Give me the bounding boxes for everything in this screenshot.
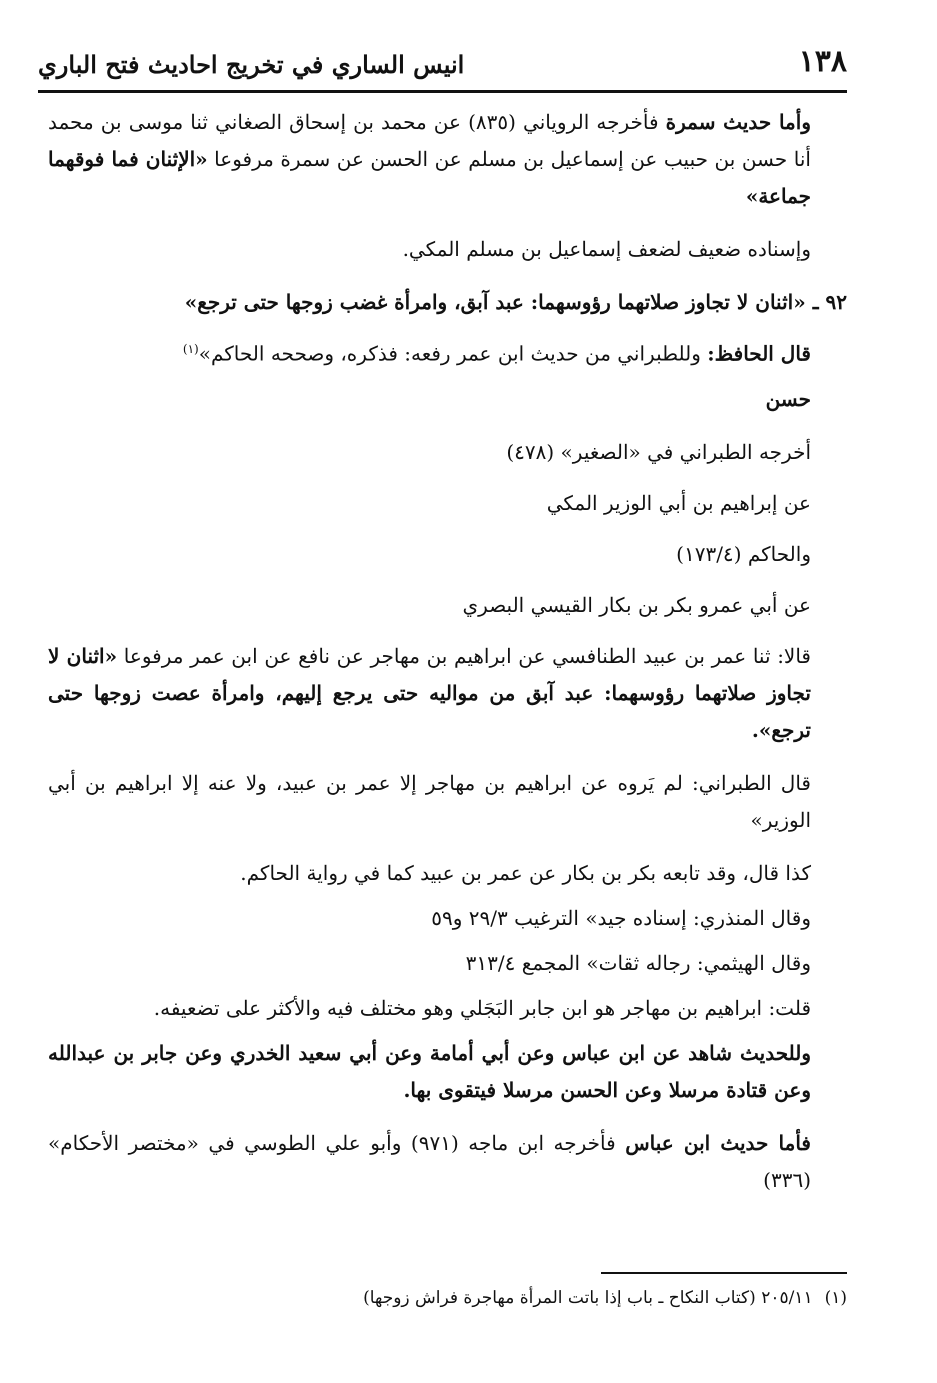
paragraph-text: فأخرجه ابن ماجه (٩٧١) وأبو علي الطوسي في «مختصر الأحكام» (٣٣٦) [48, 1130, 811, 1192]
paragraph-kadha: كذا قال، وقد تابعه بكر بن بكار عن عمر بن عبيد كما في رواية الحاكم. [240, 860, 811, 885]
hadith-item-92 [48, 284, 847, 321]
footnote-text: ٢٠٥/١١ (كتاب النكاح ـ باب إذا باتت المرأة مهاجرة فراش زوجها) [363, 1288, 813, 1308]
footnote [200, 1284, 847, 1312]
hadith-quote: «اثنان لا تجاوز صلاتهما رؤوسهما: عبد آبق من مواليه حتى يرجع إليهم، وامرأة عصت زوجها حتى ترجع». [48, 643, 811, 742]
paragraph-tabarani: قال الطبراني: لم يَروه عن ابراهيم بن مهاجر إلا عمر بن عبيد، ولا عنه إلا ابراهيم بن أبي الوزير» [48, 770, 811, 832]
hafiz-label: قال الحافظ: [707, 341, 811, 366]
page-header [38, 44, 847, 88]
paragraph-ibn-abbas [48, 1125, 847, 1199]
page-number: ١٣٨ [798, 44, 847, 79]
takhrij-line-3: والحاكم (١٧٣/٤) [676, 541, 811, 566]
hadith-grade: حسن [765, 386, 811, 411]
running-title: انيس الساري في تخريج احاديث فتح الباري [38, 50, 465, 79]
takhrij-line-2: عن إبراهيم بن أبي الوزير المكي [546, 490, 811, 515]
paragraph-mundhiri: وقال المنذري: إسناده جيد» الترغيب ٢٩/٣ و٥٩ [431, 905, 811, 930]
paragraph-lead: وأما حديث سمرة [665, 110, 811, 134]
paragraph-hafiz [48, 331, 847, 373]
paragraph-lead: فأما حديث ابن عباس [625, 1130, 811, 1155]
page-body [48, 104, 847, 1215]
takhrij-line-1: أخرجه الطبراني في «الصغير» (٤٧٨) [506, 439, 811, 464]
footnote-marker: (١) [824, 1288, 847, 1308]
item-text: «اثنان لا تجاوز صلاتهما رؤوسهما: عبد آبق، وامرأة غضب زوجها حتى ترجع» [184, 290, 806, 314]
paragraph-text: فأخرجه الروياني (٨٣٥) عن محمد بن إسحاق الصغاني ثنا موسى بن محمد أنا حسن بن حبيب عن إسماعيل بن مسلم عن الحسن عن سمرة مرفوعا [48, 110, 811, 171]
paragraph-qultu: قلت: ابراهيم بن مهاجر هو ابن جابر البَجَلي وهو مختلف فيه والأكثر على تضعيفه. [153, 995, 811, 1020]
paragraph-shawahid: وللحديث شاهد عن ابن عباس وعن أبي أمامة وعن أبي سعيد الخدري وعن جابر بن عبدالله وعن قتادة مرسلا وعن الحسن مرسلا فيتقوى بها. [48, 1040, 811, 1102]
header-rule [38, 90, 847, 93]
paragraph-text: قالا: ثنا عمر بن عبيد الطنافسي عن ابراهيم بن مهاجر عن نافع عن ابن عمر مرفوعا [117, 643, 811, 668]
paragraph-samura [48, 104, 847, 215]
footnote-ref: (١) [182, 342, 199, 356]
paragraph-haythami: وقال الهيثمي: رجاله ثقات» المجمع ٣١٣/٤ [465, 950, 811, 975]
item-number: ٩٢ ـ [812, 290, 847, 314]
hafiz-text: وللطبراني من حديث ابن عمر رفعه: فذكره، وصححه الحاكم» [198, 341, 708, 366]
paragraph-isnad-weak: وإسناده ضعيف لضعف إسماعيل بن مسلم المكي. [402, 237, 811, 261]
footnote-rule [601, 1272, 847, 1274]
paragraph-qala [48, 638, 847, 749]
hadith-quote: «الإثنان فما فوقهما جماعة» [48, 147, 811, 208]
takhrij-line-4: عن أبي عمرو بكر بن بكار القيسي البصري [462, 592, 811, 617]
